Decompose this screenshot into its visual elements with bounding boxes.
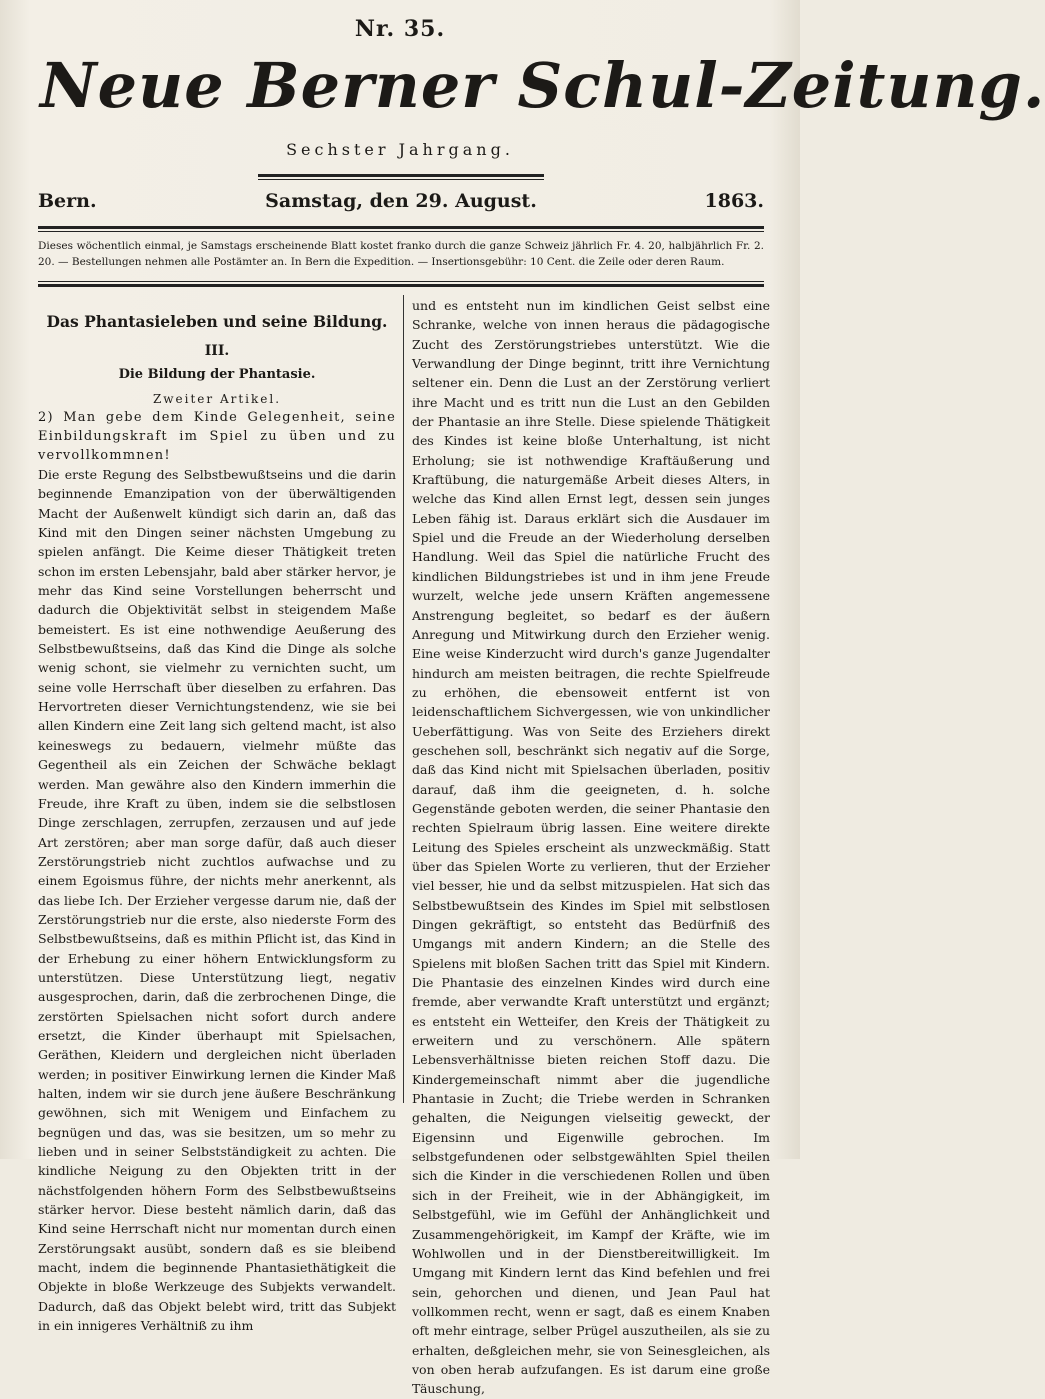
right-column (412, 296, 770, 1399)
rule-dateline-thick (38, 226, 764, 229)
right-column-text: und es entsteht nun im kindlichen Geist selbst eine Schranke, welche von innen heraus die pädagogische Zucht des Zerstörungstriebes unterstützt. Wie die Verwandlung der Dinge beginnt, tritt ihre Vernichtung seltener ein. Denn die Lust an der Zerstörung verliert ihre Macht und es tritt nun die Lust an den Gebilden der Phantasie an ihre Stelle. Diese spielende Thätigkeit des Kindes ist keine bloße Unterhaltung, ist nicht Erholung; sie ist nothwendige Kraftäußerung und Kraftübung, die naturgemäße Arbeit dieses Alters, in welche das Kind allen Ernst legt, dessen sein junges Leben fähig ist. Daraus erklärt sich die Ausdauer im Spiel und die Freude an der Wiederholung derselben Handlung. Weil das Spiel die natürliche Frucht des kindlichen Bildungstriebes ist und in ihm jene Freude wurzelt, welche jede unsern Kräften angemessene Anstrengung begleitet, so bedarf es der äußern Anregung und Mitwirkung durch den Erzieher wenig. Eine weise Kinderzucht wird durch's ganze Jugendalter hindurch am meisten beitragen, die rechte Spielfreude zu erhöhen, die ebensoweit entfernt ist von leidenschaftlichem Sichvergessen, wie von unkindlicher Ueberfättigung. Was von Seite des Erziehers direkt geschehen soll, beschränkt sich negativ auf die Sorge, daß das Kind nicht mit Spielsachen überladen, positiv darauf, daß ihm die geeigneten, d. h. solche Gegenstände geboten werden, die seiner Phantasie den rechten Spielraum übrig lassen. Eine weitere direkte Leitung des Spieles erscheint als unzweckmäßig. Statt über das Spielen Worte zu verlieren, thut der Erzieher viel besser, hie und da selbst mitzuspielen. Hat sich das Selbstbewußtsein des Kindes im Spiel mit selbstlosen Dingen gekräftigt, so entsteht das Bedürfniß des Umgangs mit andern Kindern; an die Stelle des Spielens mit bloßen Sachen tritt das Spiel mit Kindern. Die Phantasie des einzelnen Kindes wird durch eine fremde, aber verwandte Kraft unterstützt und ergänzt; es entsteht ein Wetteifer, den Kreis der Thätigkeit zu erweitern und zu verschönern. Alle spätern Lebensverhältnisse bieten reichen Stoff dazu. Die Kindergemeinschaft nimmt aber die jugendliche Phantasie in Zucht; die Triebe werden in Schranken gehalten, die Neigungen vielseitig geweckt, der Eigensinn und Eigenwille gebrochen. Im selbstgefundenen oder selbstgewählten Spiel theilen sich die Kinder in die verschiedenen Rollen und üben sich in der Freiheit, wie in der Abhängigkeit, im Selbstgefühl, wie im Gefühl der Anhänglichkeit und Zusammengehörigkeit, im Kampf der Kräfte, wie im Wohlwollen und in der Dienstbereitwilligkeit. Im Umgang mit Kindern lernt das Kind befehlen und frei sein, gehorchen und dienen, und Jean Paul hat vollkommen recht, wenn er sagt, daß es einem Knaben oft mehr eintrage, selber Prügel auszutheilen, als sie zu erhalten, deßgleichen mehr, sie von Seinesgleichen, als von oben herab aufzufangen. Es ist darum eine große Täuschung, (412, 298, 770, 1397)
column-divider (403, 295, 404, 1103)
rule-dateline-thin (38, 231, 764, 232)
article-subtitle: Die Bildung der Phantasie. (118, 367, 316, 382)
issue-number: Nr. 35. (354, 16, 446, 42)
article-part: III. (204, 343, 230, 359)
article-section: Zweiter Artikel. (152, 392, 282, 406)
issue-year: 1863. (704, 190, 764, 212)
article-title: Das Phantasieleben und seine Bildung. (46, 312, 388, 331)
dateline (38, 190, 764, 216)
article-thesis: 2) Man gebe dem Kinde Gelegenheit, seine Einbildungskraft im Spiel zu üben und zu vervollkommnen! (38, 410, 396, 463)
left-column (38, 300, 396, 1335)
rule-notice-thin (38, 281, 764, 282)
location: Bern. (38, 190, 97, 212)
volume-subtitle: Sechster Jahrgang. (286, 140, 514, 159)
subscription-notice: Dieses wöchentlich einmal, je Samstags erscheinende Blatt kostet franko durch die ganze Schweiz jährlich Fr. 4. 20, halbjährlich Fr. 2. 20. — Bestellungen nehmen alle Postämter an. In Bern die Expedition. — Insertionsgebühr: 10 Cent. die Zeile oder deren Raum. (38, 240, 764, 268)
rule-top-thick (258, 174, 544, 177)
left-column-text: Die erste Regung des Selbstbewußtseins und die darin beginnende Emanzipation von der überwältigenden Macht der Außenwelt kündigt sich darin an, daß das Kind mit den Dingen seiner nächsten Umgebung zu spielen anfängt. Die Keime dieser Thätigkeit treten schon im ersten Lebensjahr, bald aber stärker hervor, je mehr das Kind seine Vorstellungen beherrscht und dadurch die Objektivität selbst in steigendem Maße bemeistert. Es ist eine nothwendige Aeußerung des Selbstbewußtseins, daß das Kind die Dinge als solche wenig schont, sie vielmehr zu vernichten sucht, um seine volle Herrschaft über dieselben zu erfahren. Das Hervortreten dieser Vernichtungstendenz, wie sie bei allen Kindern eine Zeit lang sich geltend macht, ist also keineswegs zu bedauern, vielmehr müßte das Gegentheil als ein Zeichen der Schwäche beklagt werden. Man gewähre also den Kindern immerhin die Freude, ihre Kraft zu üben, indem sie die selbstlosen Dinge zerschlagen, zerrupfen, zerzausen und auf jede Art zerstören; aber man sorge dafür, daß auch dieser Zerstörungstrieb nicht zuchtlos aufwachse und zu einem Egoismus führe, der nichts mehr anerkennt, als das liebe Ich. Der Erzieher vergesse darum nie, daß der Zerstörungstrieb nur die erste, also niederste Form des Selbstbewußtseins, daß es mithin Pflicht ist, das Kind in der Erhebung zu einer höhern Entwicklungsform zu unterstützen. Diese Unterstützung liegt, negativ ausgesprochen, darin, daß die zerbrochenen Dinge, die zerstörten Spielsachen nicht sofort durch andere ersetzt, die Kinder überhaupt mit Spielsachen, Geräthen, Kleidern und dergleichen nicht überladen werden; in positiver Einwirkung lernen die Kinder Maß halten, indem wir sie durch jene äußere Beschränkung gewöhnen, sich mit Wenigem und Einfachem zu begnügen und das, was sie besitzen, um so mehr zu lieben und in seiner Selbstständigkeit zu achten. Die kindliche Neigung zu den Objekten tritt in der nächstfolgenden höhern Form des Selbstbewußtseins stärker hervor. Diese besteht nämlich darin, daß das Kind seine Herrschaft nicht nur momentan durch einen Zerstörungsakt ausübt, sondern daß es sie bleibend macht, indem die beginnende Phantasiethätigkeit die Objekte in bloße Werkzeuge des Subjekts verwandelt. Dadurch, daß das Objekt belebt wird, tritt das Subjekt in ein innigeres Verhältniß zu ihm (38, 467, 396, 1334)
rule-notice-thick (38, 284, 764, 287)
issue-date: Samstag, den 29. August. (265, 190, 537, 212)
rule-top-thin (258, 179, 544, 180)
masthead-title: Neue Berner Schul-Zeitung. (40, 49, 1045, 122)
